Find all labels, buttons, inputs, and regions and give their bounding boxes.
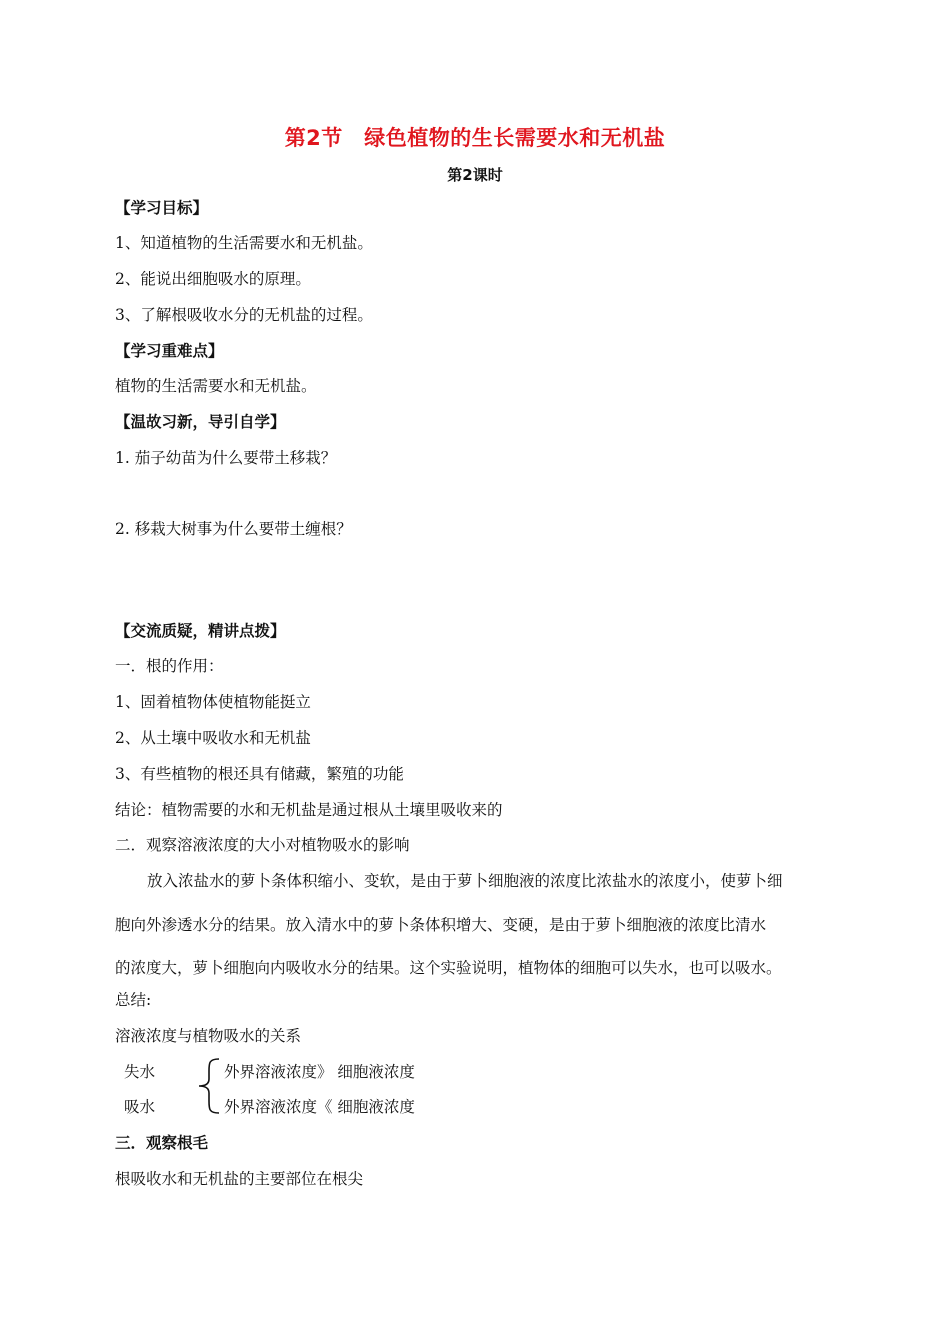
relation-title: 溶液浓度与植物吸水的关系	[115, 1027, 302, 1045]
section1-item: 1、固着植物体使植物能挺立	[115, 693, 311, 711]
review-heading: 【温故习新，导引自学】	[115, 413, 286, 431]
absorb-water-label: 吸水	[124, 1098, 156, 1116]
section1-title: 一．根的作用：	[115, 657, 224, 675]
objective-item: 2、能说出细胞吸水的原理。	[115, 270, 311, 288]
section1-item: 3、有些植物的根还具有储藏，繁殖的功能	[115, 765, 404, 783]
section3-title: 三．观察根毛	[115, 1134, 209, 1152]
lose-water-relation: 外界溶液浓度》 细胞液浓度	[224, 1063, 415, 1081]
absorb-water-relation: 外界溶液浓度《 细胞液浓度	[224, 1098, 415, 1116]
page-title: 第2节 绿色植物的生长需要水和无机盐	[284, 126, 666, 150]
section2-paragraph-line: 胞向外渗透水分的结果。放入清水中的萝卜条体积增大、变硬，是由于萝卜细胞液的浓度比清水	[115, 916, 767, 934]
page-subtitle: 第2课时	[447, 166, 503, 184]
summary-label: 总结:	[115, 991, 152, 1009]
section3-text: 根吸收水和无机盐的主要部位在根尖	[115, 1170, 364, 1188]
review-question-2: 2. 移栽大树事为什么要带土缠根？	[115, 520, 352, 538]
objective-item: 3、了解根吸收水分的无机盐的过程。	[115, 306, 373, 324]
review-question-1: 1. 茄子幼苗为什么要带土移栽？	[115, 449, 337, 467]
section2-paragraph-line: 的浓度大，萝卜细胞向内吸收水分的结果。这个实验说明，植物体的细胞可以失水，也可以吸水。	[115, 959, 782, 977]
section2-paragraph-line: 放入浓盐水的萝卜条体积缩小、变软，是由于萝卜细胞液的浓度比浓盐水的浓度小，使萝卜细	[147, 872, 783, 890]
section1-item: 2、从土壤中吸收水和无机盐	[115, 729, 311, 747]
discussion-heading: 【交流质疑，精讲点拨】	[115, 622, 286, 640]
objective-item: 1、知道植物的生活需要水和无机盐。	[115, 234, 373, 252]
section1-conclusion: 结论：植物需要的水和无机盐是通过根从土壤里吸收来的	[115, 801, 503, 819]
brace-icon	[197, 1057, 221, 1115]
objectives-heading: 【学习目标】	[115, 199, 209, 217]
section2-title: 二．观察溶液浓度的大小对植物吸水的影响	[115, 836, 410, 854]
key-points-heading: 【学习重难点】	[115, 342, 224, 360]
key-points-text: 植物的生活需要水和无机盐。	[115, 377, 317, 395]
lose-water-label: 失水	[124, 1063, 156, 1081]
